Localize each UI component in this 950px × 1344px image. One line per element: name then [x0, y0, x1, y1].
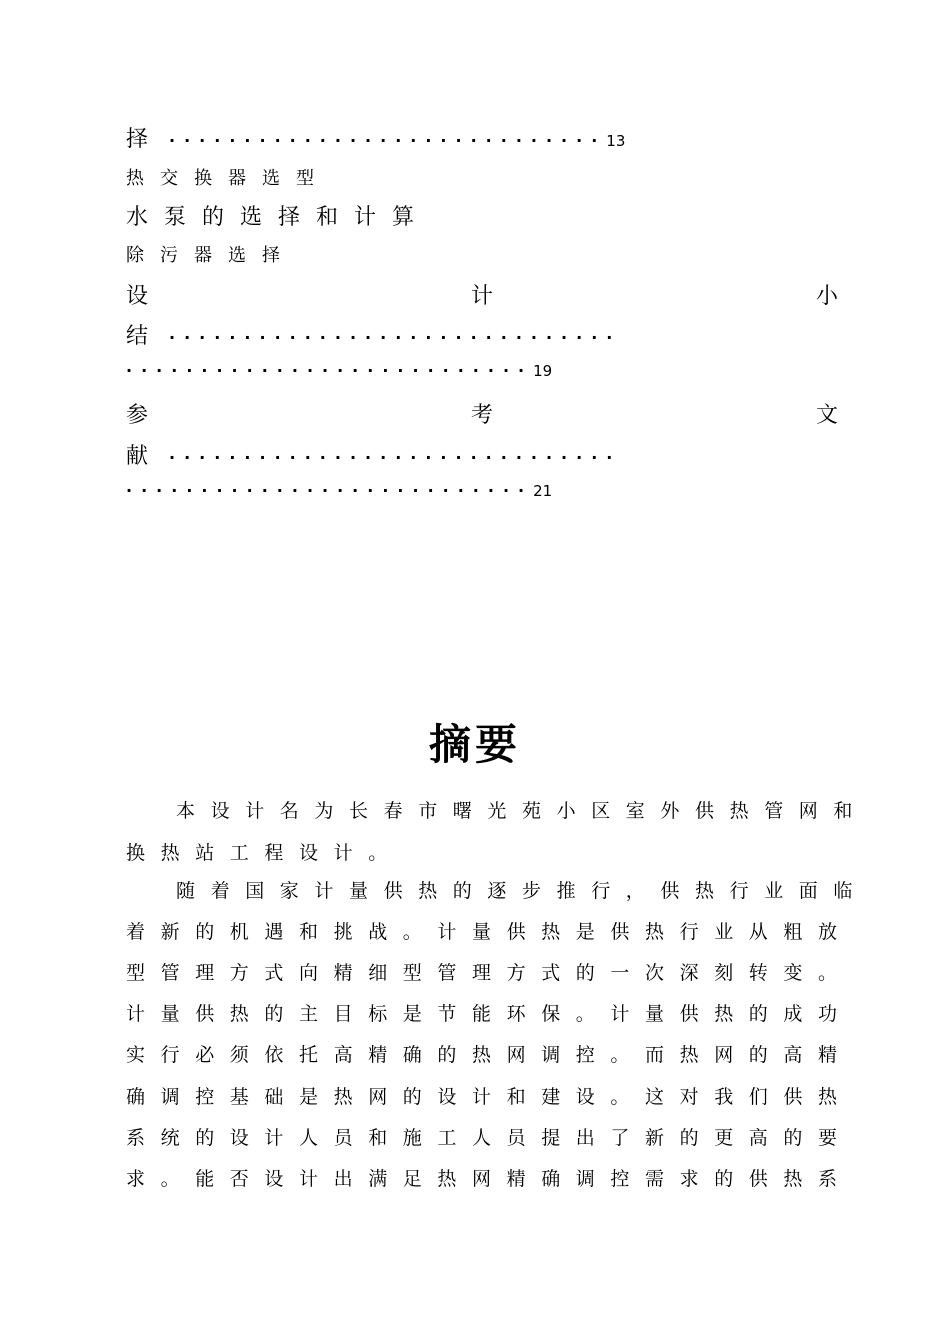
toc-entry-6-continued[interactable]: [126, 439, 838, 470]
abstract-line: 系统的设计人员和施工人员提出了新的更高的要: [126, 1127, 853, 1149]
toc-entry-1[interactable]: [126, 122, 838, 153]
abstract-line: 实行必须依托高精确的热网调控。而热网的高精: [126, 1044, 853, 1066]
toc-entry-5-page-line[interactable]: [126, 361, 838, 380]
abstract-line: 着新的机遇和挑战。计量供热是供热行业从粗放: [126, 921, 853, 943]
toc-leader-dots: ······························: [169, 448, 622, 467]
abstract-line: 随着国家计量供热的逐步推行，供热行业面临: [176, 880, 869, 902]
toc-entry-6-text: 献: [126, 444, 149, 469]
toc-leader-dots: ···························: [126, 481, 534, 500]
abstract-line: 换热站工程设计。: [126, 842, 403, 864]
toc-entry-5-char-3: 小: [815, 284, 838, 309]
toc-entry-6-page-line[interactable]: [126, 481, 838, 500]
toc-entry-5[interactable]: [126, 279, 838, 310]
toc-entry-1-text: 择: [126, 127, 149, 152]
toc-entry-5-text: 结: [126, 324, 149, 349]
abstract-title: 摘要: [428, 720, 521, 769]
toc-entry-6[interactable]: [126, 398, 838, 429]
toc-entry-3[interactable]: 水泵的选择和计算: [126, 205, 431, 230]
abstract-line: 求。能否设计出满足热网精确调控需求的供热系: [126, 1168, 853, 1190]
toc-leader-dots: ·····························: [169, 131, 607, 150]
toc-page-number: 19: [533, 362, 553, 380]
toc-entry-5-char-1: 设: [126, 284, 149, 309]
toc-entry-6-char-2: 考: [470, 403, 493, 428]
abstract-line: 型管理方式向精细型管理方式的一次深刻转变。: [126, 962, 853, 984]
toc-leader-dots: ···························: [126, 361, 534, 380]
toc-page-number: 21: [533, 482, 553, 500]
abstract-line: 确调控基础是热网的设计和建设。这对我们供热: [126, 1086, 853, 1108]
toc-entry-6-char-1: 参: [126, 403, 149, 428]
toc-entry-2[interactable]: 热交换器选型: [126, 168, 330, 189]
toc-entry-5-char-2: 计: [470, 284, 493, 309]
abstract-line: 计量供热的主目标是节能环保。计量供热的成功: [126, 1003, 853, 1025]
toc-entry-5-continued[interactable]: [126, 319, 838, 350]
abstract-line: 本设计名为长春市曙光苑小区室外供热管网和: [176, 800, 869, 822]
toc-entry-6-char-3: 文: [815, 403, 838, 428]
toc-page-number: 13: [606, 132, 626, 150]
toc-leader-dots: ······························: [169, 328, 622, 347]
toc-entry-4[interactable]: 除污器选择: [126, 245, 296, 266]
